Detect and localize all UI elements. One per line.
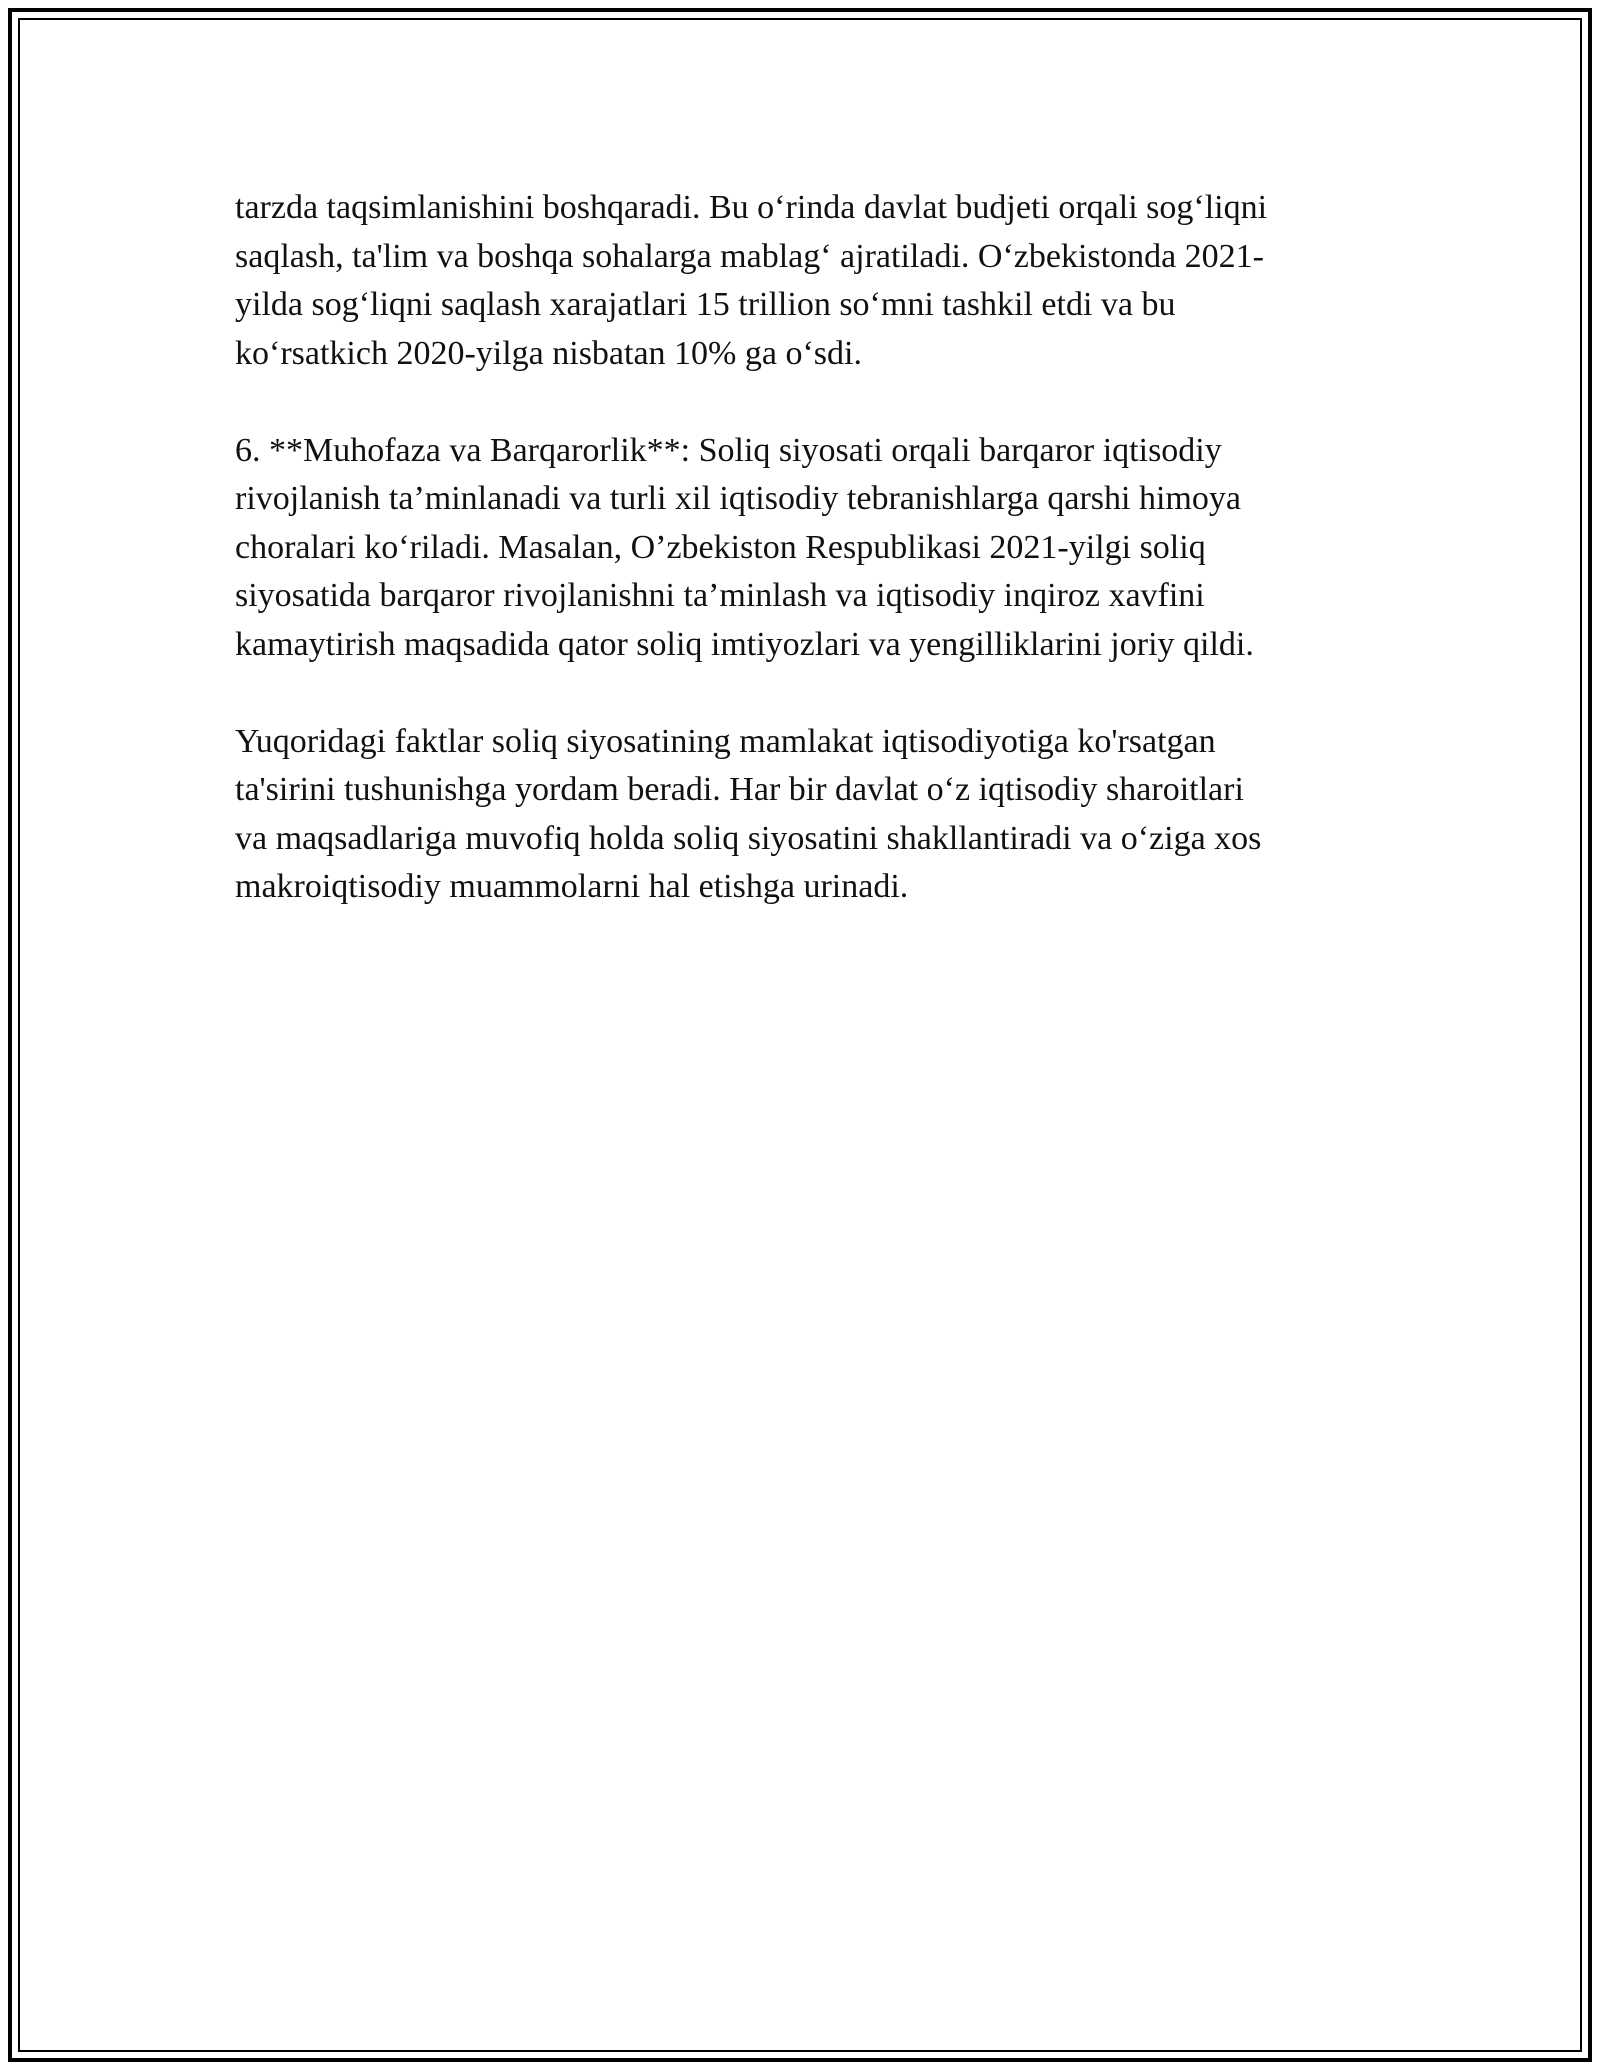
paragraph-health-spending [235,184,1365,378]
text-line: 6. **Muhofaza va Barqarorlik**: Soliq siyosati orqali barqaror iqtisodiy [235,431,1222,469]
text-line: yilda sog‘liqni saqlash xarajatlari 15 trillion so‘mni tashkil etdi va bu [235,286,1176,323]
text-line: va maqsadlariga muvofiq holda soliq siyosatini shakllantiradi va o‘ziga xos [235,819,1262,857]
paragraph-protection-stability [235,427,1365,670]
text-line: ta'sirini tushunishga yordam beradi. Har bir davlat o‘z iqtisodiy sharoitlari [235,771,1244,808]
text-line: ko‘rsatkich 2020-yilga nisbatan 10% ga o‘sdi. [235,334,862,372]
paragraph-conclusion [235,718,1365,912]
text-line: makroiqtisodiy muammolarni hal etishga urinadi. [235,868,909,905]
text-line: siyosatida barqaror rivojlanishni ta’minlash va iqtisodiy inqiroz xavfini [235,577,1205,614]
text-line: choralari ko‘riladi. Masalan, O’zbekiston Respublikasi 2021-yilgi soliq [235,528,1206,566]
text-line: saqlash, ta'lim va boshqa sohalarga mablag‘ ajratiladi. O‘zbekistonda 2021- [235,237,1264,275]
text-line: tarzda taqsimlanishini boshqaradi. Bu o‘rinda davlat budjeti orqali sog‘liqni [235,189,1268,226]
text-line: kamaytirish maqsadida qator soliq imtiyozlari va yengilliklarini joriy qildi. [235,625,1254,663]
text-line: Yuqoridagi faktlar soliq siyosatining mamlakat iqtisodiyotiga ko'rsatgan [235,722,1216,760]
text-line: rivojlanish ta’minlanadi va turli xil iqtisodiy tebranishlarga qarshi himoya [235,480,1241,517]
document-body [235,184,1365,960]
